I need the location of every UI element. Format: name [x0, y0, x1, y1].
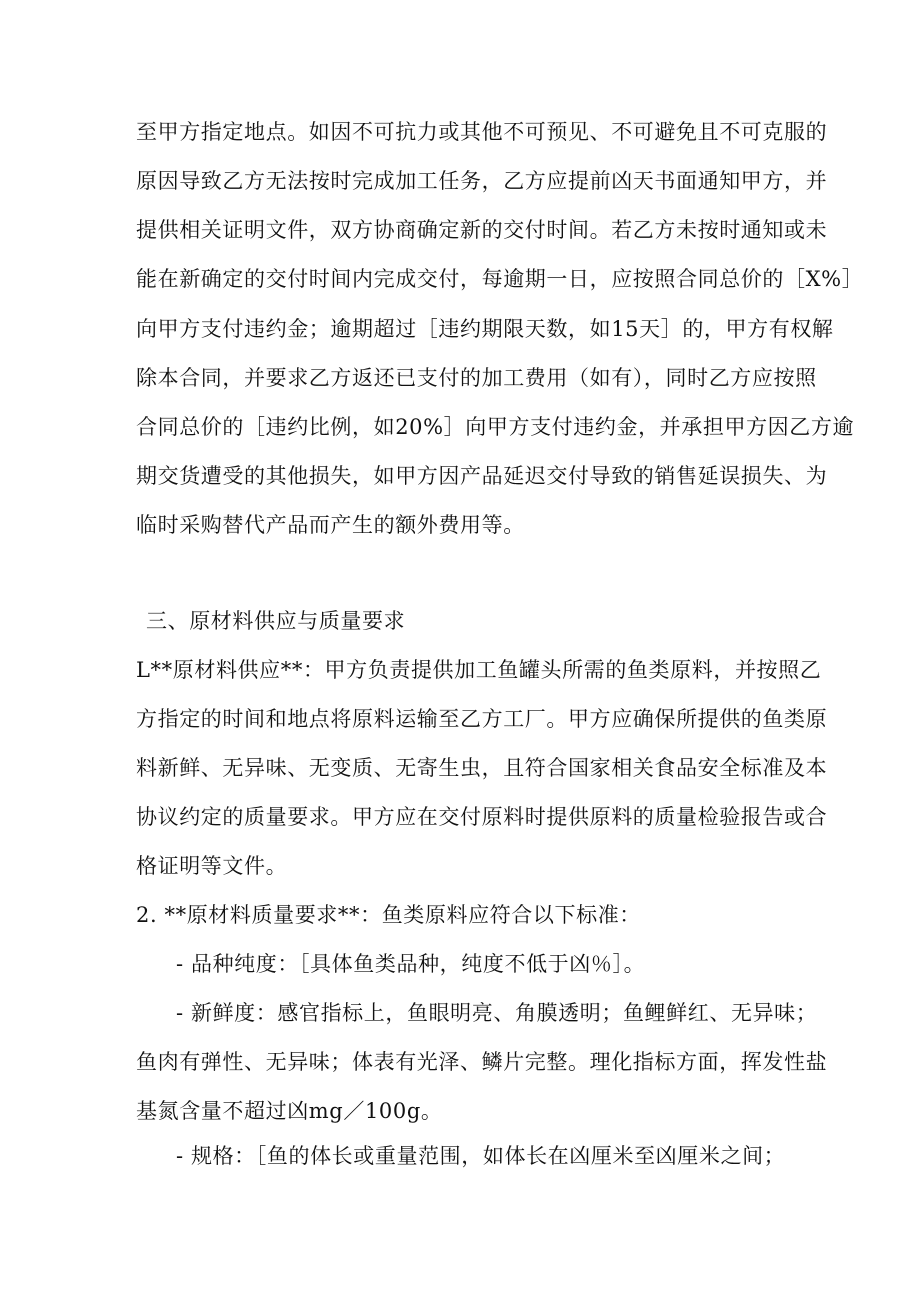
paragraph-line: 2. **原材料质量要求**：鱼类原料应符合以下标准： [136, 903, 641, 927]
paragraph-line: 除本合同，并要求乙方返还已支付的加工费用（如有），同时乙方应按照 [136, 366, 817, 390]
paragraph-line: 向甲方支付违约金；逾期超过［违约期限天数，如15天］的，甲方有权解 [136, 317, 834, 341]
paragraph-line: 原因导致乙方无法按时完成加工任务，乙方应提前凶天书面通知甲方，并 [136, 169, 828, 193]
section-heading: 三、原材料供应与质量要求 [146, 609, 406, 633]
paragraph-line: 料新鲜、无异味、无变质、无寄生虫，且符合国家相关食品安全标准及本 [136, 756, 828, 780]
paragraph-line: 能在新确定的交付时间内完成交付，每逾期一日，应按照合同总价的［X%］ [136, 267, 864, 291]
paragraph-line: 期交货遭受的其他损失，如甲方因产品延迟交付导致的销售延误损失、为 [136, 464, 828, 488]
list-item: - 新鲜度：感官指标上，鱼眼明亮、角膜透明；鱼鲤鲜红、无异味； [176, 1001, 818, 1025]
list-item: - 规格：［鱼的体长或重量范围，如体长在凶厘米至凶厘米之间； [176, 1144, 786, 1168]
paragraph-line: 临时采购替代产品而产生的额外费用等。 [136, 513, 525, 537]
paragraph-line: L**原材料供应**：甲方负责提供加工鱼罐头所需的鱼类原料，并按照乙 [136, 658, 822, 682]
list-item: - 品种纯度：［具体鱼类品种，纯度不低于凶％］。 [176, 952, 646, 976]
paragraph-line: 基氮含量不超过凶mg／100g。 [136, 1099, 443, 1123]
paragraph-line: 鱼肉有弹性、无异味；体表有光泽、鳞片完整。理化指标方面，挥发性盐 [136, 1050, 828, 1074]
paragraph-line: 提供相关证明文件，双方协商确定新的交付时间。若乙方未按时通知或未 [136, 218, 828, 242]
paragraph-line: 至甲方指定地点。如因不可抗力或其他不可预见、不可避免且不可克服的 [136, 120, 828, 144]
paragraph-line: 合同总价的［违约比例，如20%］向甲方支付违约金，并承担甲方因乙方逾 [136, 415, 855, 439]
paragraph-line: 格证明等文件。 [136, 854, 288, 878]
paragraph-line: 方指定的时间和地点将原料运输至乙方工厂。甲方应确保所提供的鱼类原 [136, 707, 828, 731]
paragraph-line: 协议约定的质量要求。甲方应在交付原料时提供原料的质量检验报告或合 [136, 805, 828, 829]
